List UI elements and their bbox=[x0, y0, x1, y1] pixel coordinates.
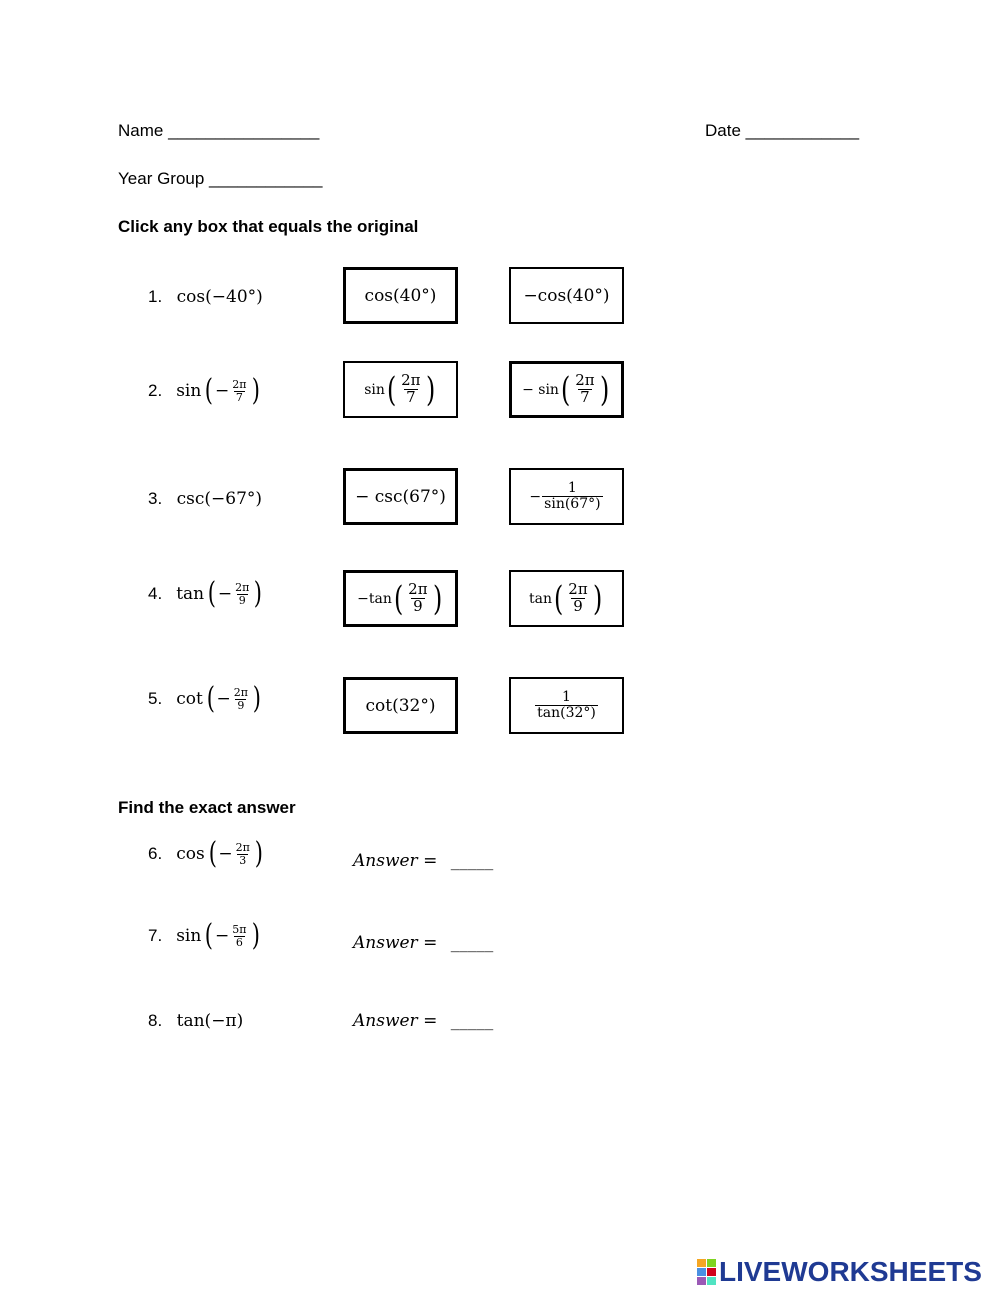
question-function: cot bbox=[176, 689, 203, 709]
question-function: sin bbox=[176, 381, 202, 401]
question-expression: cos(−40°) bbox=[176, 287, 263, 307]
q4-option-1-box[interactable]: −tan ( $\frac{2\pi}{9}$ ) bbox=[343, 570, 458, 627]
option-fraction: $\frac{2\pi}{7}$ bbox=[401, 371, 421, 406]
question-function: cos bbox=[176, 844, 205, 864]
question-number: 4. bbox=[148, 584, 163, 603]
answer-label: Answer = bbox=[353, 851, 438, 871]
q3-option-2-box[interactable]: − $\frac{1}{\sin(67^\circ)}$ bbox=[509, 468, 624, 525]
question-fraction: $\frac{2\pi}{7}$ bbox=[232, 377, 247, 404]
date-field-label: Date ____________ bbox=[705, 121, 860, 140]
question-number: 6. bbox=[148, 844, 163, 863]
q5-option-1-box[interactable] bbox=[343, 677, 458, 734]
q2-option-1-box[interactable]: sin ( $\frac{2\pi}{7}$ ) bbox=[343, 361, 458, 418]
question-2: 2. sin ( − $\frac{2\pi}{7}$ ) bbox=[148, 373, 260, 408]
q4-option-2-box[interactable]: tan ( $\frac{2\pi}{9}$ ) bbox=[509, 570, 624, 627]
question-6: 6. cos ( − $\frac{2\pi}{3}$ ) bbox=[148, 836, 263, 871]
logo-squares-icon bbox=[697, 1259, 716, 1285]
answer-row-6 bbox=[353, 851, 493, 871]
option-text: cos(40°) bbox=[364, 285, 437, 306]
q1-option-2-box[interactable] bbox=[509, 267, 624, 324]
answer-blank-6[interactable]: _____ bbox=[450, 851, 494, 871]
option-fraction: $\frac{1}{\tan(32^\circ)}$ bbox=[537, 689, 596, 721]
option-text: cot(32°) bbox=[365, 695, 436, 716]
question-function: sin bbox=[176, 926, 202, 946]
option-fraction: $\frac{2\pi}{9}$ bbox=[408, 580, 428, 615]
answer-row-8 bbox=[353, 1011, 493, 1031]
answer-label: Answer = bbox=[353, 933, 438, 953]
question-number: 7. bbox=[148, 926, 163, 945]
q1-option-1-box[interactable] bbox=[343, 267, 458, 324]
answer-label: Answer = bbox=[353, 1011, 438, 1031]
option-fraction: $\frac{1}{\sin(67^\circ)}$ bbox=[544, 480, 601, 512]
option-text: −cos(40°) bbox=[523, 285, 610, 306]
q5-option-2-box[interactable] bbox=[509, 677, 624, 734]
paren-open: ( bbox=[205, 373, 214, 408]
option-text: − csc(67°) bbox=[355, 486, 446, 507]
logo-text: LIVEWORKSHEETS bbox=[719, 1256, 982, 1287]
question-1 bbox=[148, 287, 263, 307]
question-number: 1. bbox=[148, 287, 163, 306]
question-8 bbox=[148, 1011, 243, 1031]
question-fraction: $\frac{5\pi}{6}$ bbox=[232, 922, 247, 949]
option-function: sin bbox=[364, 381, 385, 398]
question-7: 7. sin ( − $\frac{5\pi}{6}$ ) bbox=[148, 918, 260, 953]
option-function: tan bbox=[529, 590, 553, 607]
q2-option-2-box[interactable]: − sin ( $\frac{2\pi}{7}$ ) bbox=[509, 361, 624, 418]
liveworksheets-logo bbox=[697, 1256, 982, 1288]
question-fraction: $\frac{2\pi}{3}$ bbox=[235, 840, 250, 867]
question-expression: csc(−67°) bbox=[176, 489, 263, 509]
question-number: 8. bbox=[148, 1011, 163, 1030]
option-fraction: $\frac{2\pi}{9}$ bbox=[568, 580, 588, 615]
option-function: −tan bbox=[357, 590, 392, 607]
option-fraction: $\frac{2\pi}{7}$ bbox=[575, 371, 595, 406]
question-4: 4. tan ( − $\frac{2\pi}{9}$ ) bbox=[148, 576, 263, 611]
question-function: tan bbox=[176, 584, 205, 604]
name-field-label: Name ________________ bbox=[118, 121, 320, 140]
year-group-field-label: Year Group ____________ bbox=[118, 169, 323, 188]
answer-row-7 bbox=[353, 933, 493, 953]
question-number: 5. bbox=[148, 689, 163, 708]
question-5: 5. cot ( − $\frac{2\pi}{9}$ ) bbox=[148, 681, 261, 716]
q3-option-1-box[interactable] bbox=[343, 468, 458, 525]
answer-blank-8[interactable]: _____ bbox=[450, 1011, 494, 1031]
question-number: 2. bbox=[148, 381, 163, 400]
question-fraction: $\frac{2\pi}{9}$ bbox=[233, 685, 248, 712]
section2-title: Find the exact answer bbox=[118, 798, 296, 817]
section1-title: Click any box that equals the original bbox=[118, 217, 419, 236]
answer-blank-7[interactable]: _____ bbox=[450, 933, 494, 953]
paren-close: ) bbox=[251, 373, 260, 408]
question-3 bbox=[148, 489, 262, 509]
question-expression: tan(−π) bbox=[176, 1011, 244, 1031]
option-function: − sin bbox=[522, 381, 559, 398]
question-number: 3. bbox=[148, 489, 163, 508]
question-fraction: $\frac{2\pi}{9}$ bbox=[235, 580, 250, 607]
